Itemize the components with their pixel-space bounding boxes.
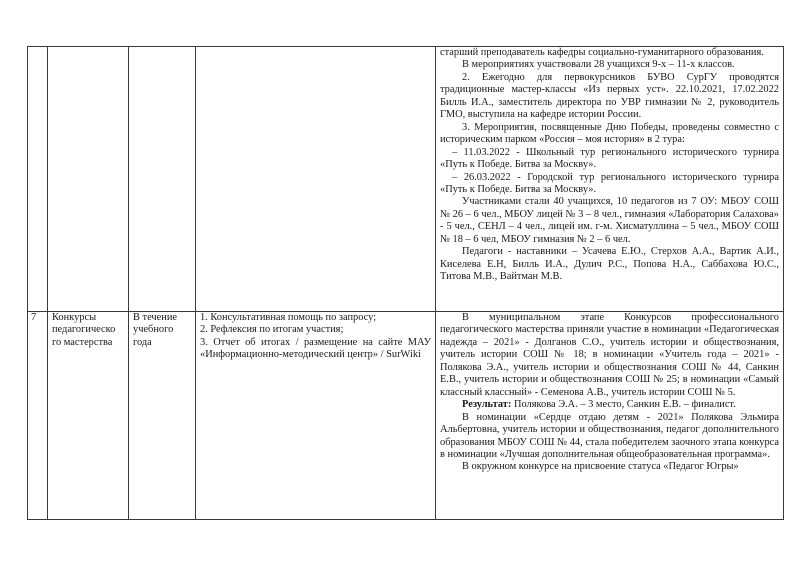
cell-event-name: Конкурсы педагогическо го мастерства bbox=[48, 312, 129, 520]
cell-number: 7 bbox=[28, 312, 48, 520]
cell-results bbox=[436, 312, 784, 520]
table-row-7 bbox=[28, 312, 784, 520]
result-paragraph: В номинации «Сердце отдаю детям - 2021» Полякова Эльмира Альбертовна, учитель истории и обществознания, педагог дополнительного образования МБОУ СОШ № 44, стала победителем заочного этапа конкурса в номинации «Лучшая дополнительная общеобразовательная программа». bbox=[440, 411, 779, 460]
activity-table bbox=[27, 46, 784, 520]
form-item: 3. Отчет об итогах / размещение на сайте МАУ «Информационно-методический центр» / SurWiki bbox=[200, 336, 431, 361]
result-paragraph: 2. Ежегодно для первокурсников БУВО СурГУ проводятся традиционные мастер-классы «Из первых уст». 22.10.2021, 17.02.2022 Билль И.А., заместитель директора по УВР гимназии № 2, руководитель ГМО, выступила на кафедре истории России. bbox=[440, 71, 779, 121]
result-text: Полякова Э.А. – 3 место, Санкин Е.В. – финалист. bbox=[511, 399, 736, 411]
result-paragraph: В мероприятиях участвовали 28 учащихся 9-х – 11-х классов. bbox=[462, 59, 735, 71]
cell-number bbox=[28, 47, 48, 312]
form-item: 2. Рефлексия по итогам участия; bbox=[200, 324, 344, 336]
form-item: 1. Консультативная помощь по запросу; bbox=[200, 312, 377, 323]
result-label: Результат: bbox=[462, 399, 512, 411]
result-summary bbox=[440, 399, 779, 411]
cell-event-name bbox=[48, 47, 129, 312]
result-paragraph: В окружном конкурсе на присвоение статуса «Педагог Югры» bbox=[462, 461, 739, 473]
cell-forms bbox=[196, 312, 436, 520]
result-paragraph: – 11.03.2022 - Школьный тур регионального исторического турнира «Путь к Победе. Битва за Москву». bbox=[440, 146, 779, 171]
cell-forms bbox=[196, 47, 436, 312]
result-paragraph: – 26.03.2022 - Городской тур регионального исторического турнира «Путь к Победе. Битва за Москву». bbox=[440, 171, 779, 195]
result-paragraph: старший преподаватель кафедры социально-гуманитарного образования. bbox=[440, 47, 764, 58]
result-paragraph: В муниципальном этапе Конкурсов профессионального педагогического мастерства приняли участие в номинации «Педагогическая надежда – 2021» - Долганов С.О., учитель истории и обществознания, учитель истории СОШ № 18; в номинации «Учитель года – 2021» - Полякова Э.А., учитель истории и обществознания СОШ № 44, Санкин Е.В., учитель истории и обществознания СОШ № 25; в номинации «Самый классный классный» - Семенова А.В., учитель истории СОШ № 5. bbox=[440, 312, 779, 398]
result-paragraph: Педагоги - наставники – Усачева Е.Ю., Стерхов А.А., Вартик А.И., Киселева Е.Н, Билль И.А., Дулич Р.С., Попова Н.А., Саббахова Ю.С., Титова М.В., Вайтман М.В. bbox=[440, 246, 779, 283]
cell-results bbox=[436, 47, 784, 312]
cell-timeframe bbox=[129, 47, 196, 312]
result-paragraph: Участниками стали 40 учащихся, 10 педагогов из 7 ОУ: МБОУ СОШ № 26 – 6 чел., МБОУ лицей № 3 – 8 чел., гимназия «Лаборатория Салахова» - 5 чел., СЕНЛ – 4 чел., лицей им. г-м. Хисматуллина – 5 чел., МБОУ СОШ № 18 – 6 чел, МБОУ гимназия № 2 – 6 чел. bbox=[440, 196, 779, 245]
result-paragraph: 3. Мероприятия, посвященные Дню Победы, проведены совместно с историческим парком «Россия – моя история» в 2 тура: bbox=[440, 121, 779, 146]
cell-timeframe: В течение учебного года bbox=[129, 312, 196, 520]
table-row-continued bbox=[28, 47, 784, 312]
